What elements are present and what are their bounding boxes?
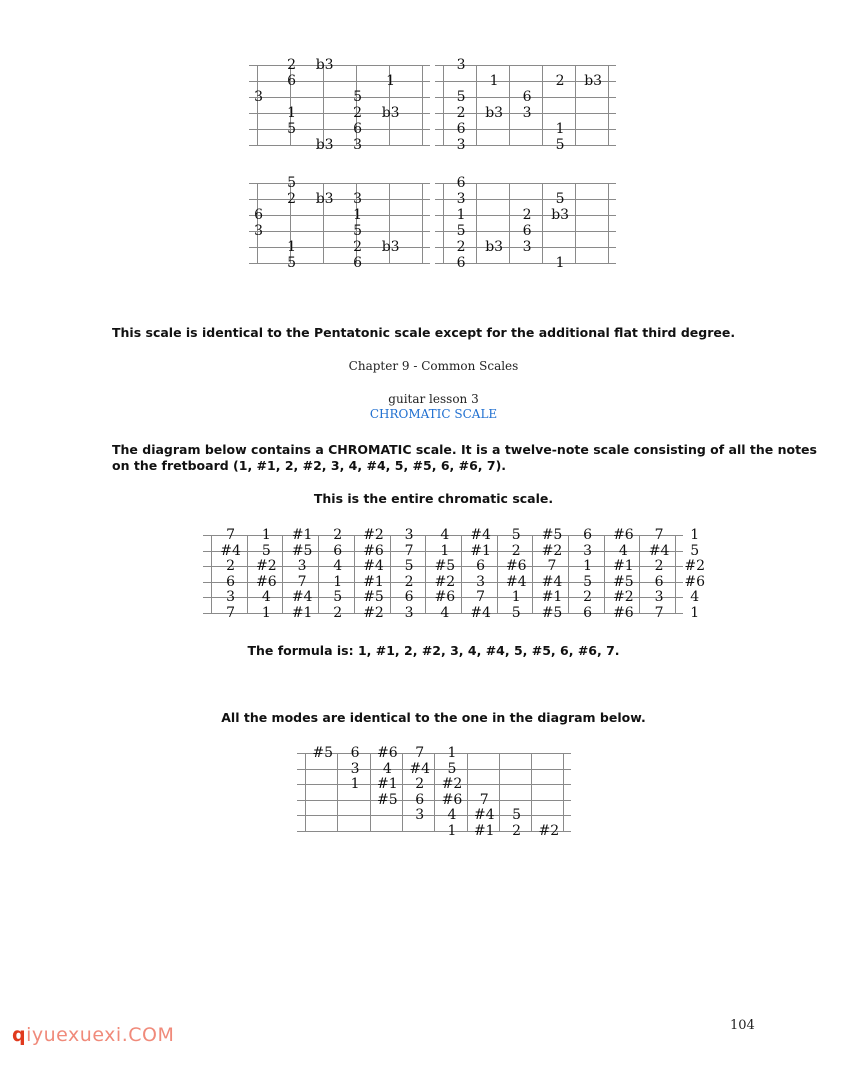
note-label: b3 [315,57,334,73]
fret-line [532,535,533,614]
chromatic-fretboard [203,527,706,621]
fret-line [402,753,403,832]
note-label: #6 [613,604,634,621]
note-label: #4 [473,807,495,823]
note-label: 5 [287,255,297,271]
note-label: 5 [456,223,466,239]
note-label: 4 [618,542,628,559]
note-label: 6 [415,791,425,808]
intro-line-2: on the fretboard (1, #1, 2, #2, 3, 4, #4, 5, #5, 6, #6, 7). [112,458,507,473]
note-label: 4 [440,604,450,621]
note-label: #2 [538,822,560,839]
fret-line [608,65,609,146]
note-label: 2 [333,604,343,621]
note-label: #2 [441,776,463,792]
note-label: 1 [287,239,297,255]
note-label: #2 [541,542,563,559]
note-label: 5 [447,760,457,777]
note-label: 1 [555,255,565,271]
note-label: 4 [382,760,392,777]
note-label: 2 [287,57,297,73]
note-label: b3 [485,239,504,255]
note-label: 5 [555,137,565,153]
note-label: 1 [489,73,499,89]
fret-line [497,535,498,614]
note-label: 5 [511,604,521,621]
intro-line-1: The diagram below contains a CHROMATIC scale. It is a twelve-note scale consisting of all the notes [112,442,817,457]
note-label: #1 [363,573,384,590]
note-label: #4 [470,604,491,621]
note-label: #5 [377,791,398,808]
note-label: #1 [473,822,495,839]
fret-line [305,753,306,832]
note-label: 1 [261,604,271,621]
note-label: 3 [456,137,466,153]
note-label: 6 [333,542,343,559]
note-label: 2 [522,207,532,223]
note-label: 2 [583,589,593,605]
fret-line [675,535,676,614]
note-label: 2 [415,776,425,792]
note-label: 3 [522,105,532,121]
note-label: 1 [386,73,396,89]
note-label: 6 [404,589,414,605]
fret-line [422,183,423,264]
modes-caption: All the modes are identical to the one in the diagram below. [221,710,646,725]
note-label: #5 [291,542,313,559]
string-line [249,247,430,248]
note-label: 5 [690,542,700,559]
note-label: 3 [476,573,485,590]
note-label: 3 [404,604,414,621]
fret-line [257,65,258,146]
string-line [249,129,430,130]
string-line [249,183,430,184]
watermark [12,1024,174,1046]
note-label: 2 [333,527,343,543]
fret-line [563,753,564,832]
note-label: #1 [377,776,398,792]
note-label: #6 [256,573,277,590]
note-label: #1 [291,604,313,621]
string-line [249,81,430,82]
note-label: 5 [287,175,297,191]
fret-line [461,535,462,614]
note-label: 5 [353,89,363,105]
note-label: 2 [404,573,414,590]
note-label: #6 [434,589,456,605]
note-label: 1 [690,527,700,543]
note-label: 5 [512,807,522,823]
note-label: 3 [254,223,264,239]
note-label: #1 [541,589,563,605]
fret-line [425,535,426,614]
note-label: 6 [287,73,297,89]
note-label: #4 [409,760,430,777]
note-label: #2 [434,573,456,590]
note-label: #1 [470,542,491,559]
note-label: #4 [541,573,563,590]
note-label: #5 [363,589,384,605]
page-number: 104 [730,1018,755,1033]
note-label: 3 [415,807,425,823]
note-label: 4 [333,558,343,574]
note-label: 6 [353,121,363,137]
fret-line [337,753,338,832]
note-label: #5 [613,573,634,590]
note-label: 6 [654,573,664,590]
fret-line [542,183,543,264]
note-label: 1 [583,558,593,574]
note-label: 5 [404,558,414,574]
note-label: 6 [583,604,593,621]
note-label: 2 [654,558,664,574]
note-label: 7 [547,558,557,574]
note-label: #4 [648,542,670,559]
chapter-heading: Chapter 9 - Common Scales [348,359,519,373]
fret-line [509,183,510,264]
note-label: 3 [654,589,664,605]
string-line [249,145,430,146]
fret-line [499,753,500,832]
note-label: 7 [479,791,489,808]
note-label: 2 [512,822,522,839]
fretboard-diagram [249,175,430,271]
string-line [249,113,430,114]
fret-line [443,65,444,146]
fret-line [211,535,212,614]
fretboard-diagram [435,57,616,153]
note-label: b3 [551,207,570,223]
note-label: #4 [470,527,491,543]
fret-line [476,183,477,264]
note-label: 1 [353,207,363,223]
note-label: 1 [511,589,521,605]
note-label: 6 [456,175,466,191]
string-line [249,65,430,66]
note-label: 5 [261,542,271,559]
fret-line [390,535,391,614]
note-label: 3 [456,57,466,73]
note-label: 2 [456,239,466,255]
fret-line [354,535,355,614]
note-label: #6 [684,573,706,590]
note-label: 1 [447,745,457,761]
string-line [249,215,430,216]
fret-line [443,183,444,264]
fret-line [509,65,510,146]
note-label: 1 [440,542,450,559]
note-label: 6 [254,207,264,223]
note-label: 2 [226,558,236,574]
note-label: 6 [226,573,236,590]
entire-scale-caption: This is the entire chromatic scale. [313,491,554,506]
note-label: b3 [315,191,334,207]
note-label: #5 [541,604,563,621]
note-label: 7 [415,745,425,761]
lesson-label: guitar lesson 3 [388,392,479,406]
note-label: 7 [226,604,236,621]
note-label: 4 [447,807,457,823]
note-label: 2 [287,191,297,207]
note-label: #2 [256,558,277,574]
note-label: 6 [583,527,593,543]
note-label: b3 [315,137,334,153]
fret-line [476,65,477,146]
note-label: 3 [456,191,466,207]
fret-line [575,65,576,146]
pentatonic-note: This scale is identical to the Pentatonic scale except for the additional flat third degree. [112,325,736,340]
note-label: #2 [684,558,706,574]
string-line [249,97,430,98]
note-label: 3 [353,191,363,207]
note-label: 6 [353,255,363,271]
fret-line [639,535,640,614]
note-label: 5 [287,121,297,137]
note-label: 2 [511,542,521,559]
fret-line [608,183,609,264]
note-label: 3 [522,239,532,255]
note-label: #5 [312,745,334,761]
fret-line [568,535,569,614]
note-label: 5 [555,191,565,207]
fretboard-diagram [249,57,430,153]
note-label: #4 [505,573,527,590]
string-line [249,231,430,232]
fret-line [604,535,605,614]
note-label: #4 [220,542,241,559]
fret-line [247,535,248,614]
fret-line [575,183,576,264]
note-label: b3 [485,105,504,121]
string-line [249,263,430,264]
fretboard-diagram [435,175,616,271]
note-label: 1 [350,776,360,792]
note-label: #5 [541,527,563,543]
watermark-text: iyuexuexi.COM [26,1024,175,1046]
fret-line [318,535,319,614]
note-label: #4 [291,589,313,605]
note-label: 7 [297,573,307,590]
fret-line [542,65,543,146]
note-label: #6 [505,558,527,574]
note-label: 5 [583,573,593,590]
fret-line [434,753,435,832]
note-label: 2 [353,105,363,121]
note-label: #2 [363,527,384,543]
note-label: #6 [363,542,384,559]
note-label: #4 [363,558,384,574]
string-line [249,199,430,200]
formula-caption: The formula is: 1, #1, 2, #2, 3, 4, #4, 5, #5, 6, #6, 7. [247,643,620,658]
note-label: #2 [613,589,634,605]
note-label: #1 [613,558,634,574]
section-title-link[interactable]: CHROMATIC SCALE [369,407,498,421]
note-label: 3 [583,542,593,559]
fret-line [422,65,423,146]
note-label: 3 [404,527,414,543]
note-label: 7 [226,527,236,543]
note-label: 3 [350,760,360,777]
note-label: #6 [441,791,463,808]
note-label: 7 [404,542,414,559]
note-label: #2 [363,604,384,621]
note-label: 2 [353,239,363,255]
note-label: 3 [226,589,236,605]
fret-line [370,753,371,832]
note-label: 1 [447,822,457,839]
note-label: 5 [511,527,521,543]
note-label: b3 [381,239,400,255]
note-label: 7 [654,604,664,621]
note-label: b3 [584,73,603,89]
watermark-q: q [12,1024,27,1046]
note-label: 5 [353,223,363,239]
fret-line [531,753,532,832]
note-label: 6 [476,558,485,574]
note-label: 4 [690,589,700,605]
note-label: 4 [440,527,450,543]
note-label: 1 [690,604,700,621]
note-label: 5 [456,89,466,105]
note-label: 7 [654,527,664,543]
modes-fretboard [297,745,571,839]
note-label: 3 [254,89,264,105]
note-label: 6 [456,255,466,271]
note-label: 6 [522,89,532,105]
note-label: 1 [333,573,343,590]
note-label: b3 [381,105,400,121]
note-label: #1 [291,527,313,543]
note-label: #6 [613,527,634,543]
note-label: 6 [350,745,360,761]
note-label: 1 [555,121,565,137]
note-label: 1 [261,527,271,543]
note-label: 1 [287,105,297,121]
note-label: 3 [297,558,307,574]
note-label: 6 [456,121,466,137]
note-label: 2 [555,73,565,89]
note-label: 3 [353,137,363,153]
note-label: #5 [434,558,456,574]
note-label: #6 [377,745,398,761]
note-label: 2 [456,105,466,121]
note-label: 4 [261,589,271,605]
note-label: 1 [456,207,466,223]
fret-line [282,535,283,614]
note-label: 5 [333,589,343,605]
fret-line [467,753,468,832]
fret-line [323,65,324,146]
note-label: 7 [476,589,485,605]
note-label: 6 [522,223,532,239]
